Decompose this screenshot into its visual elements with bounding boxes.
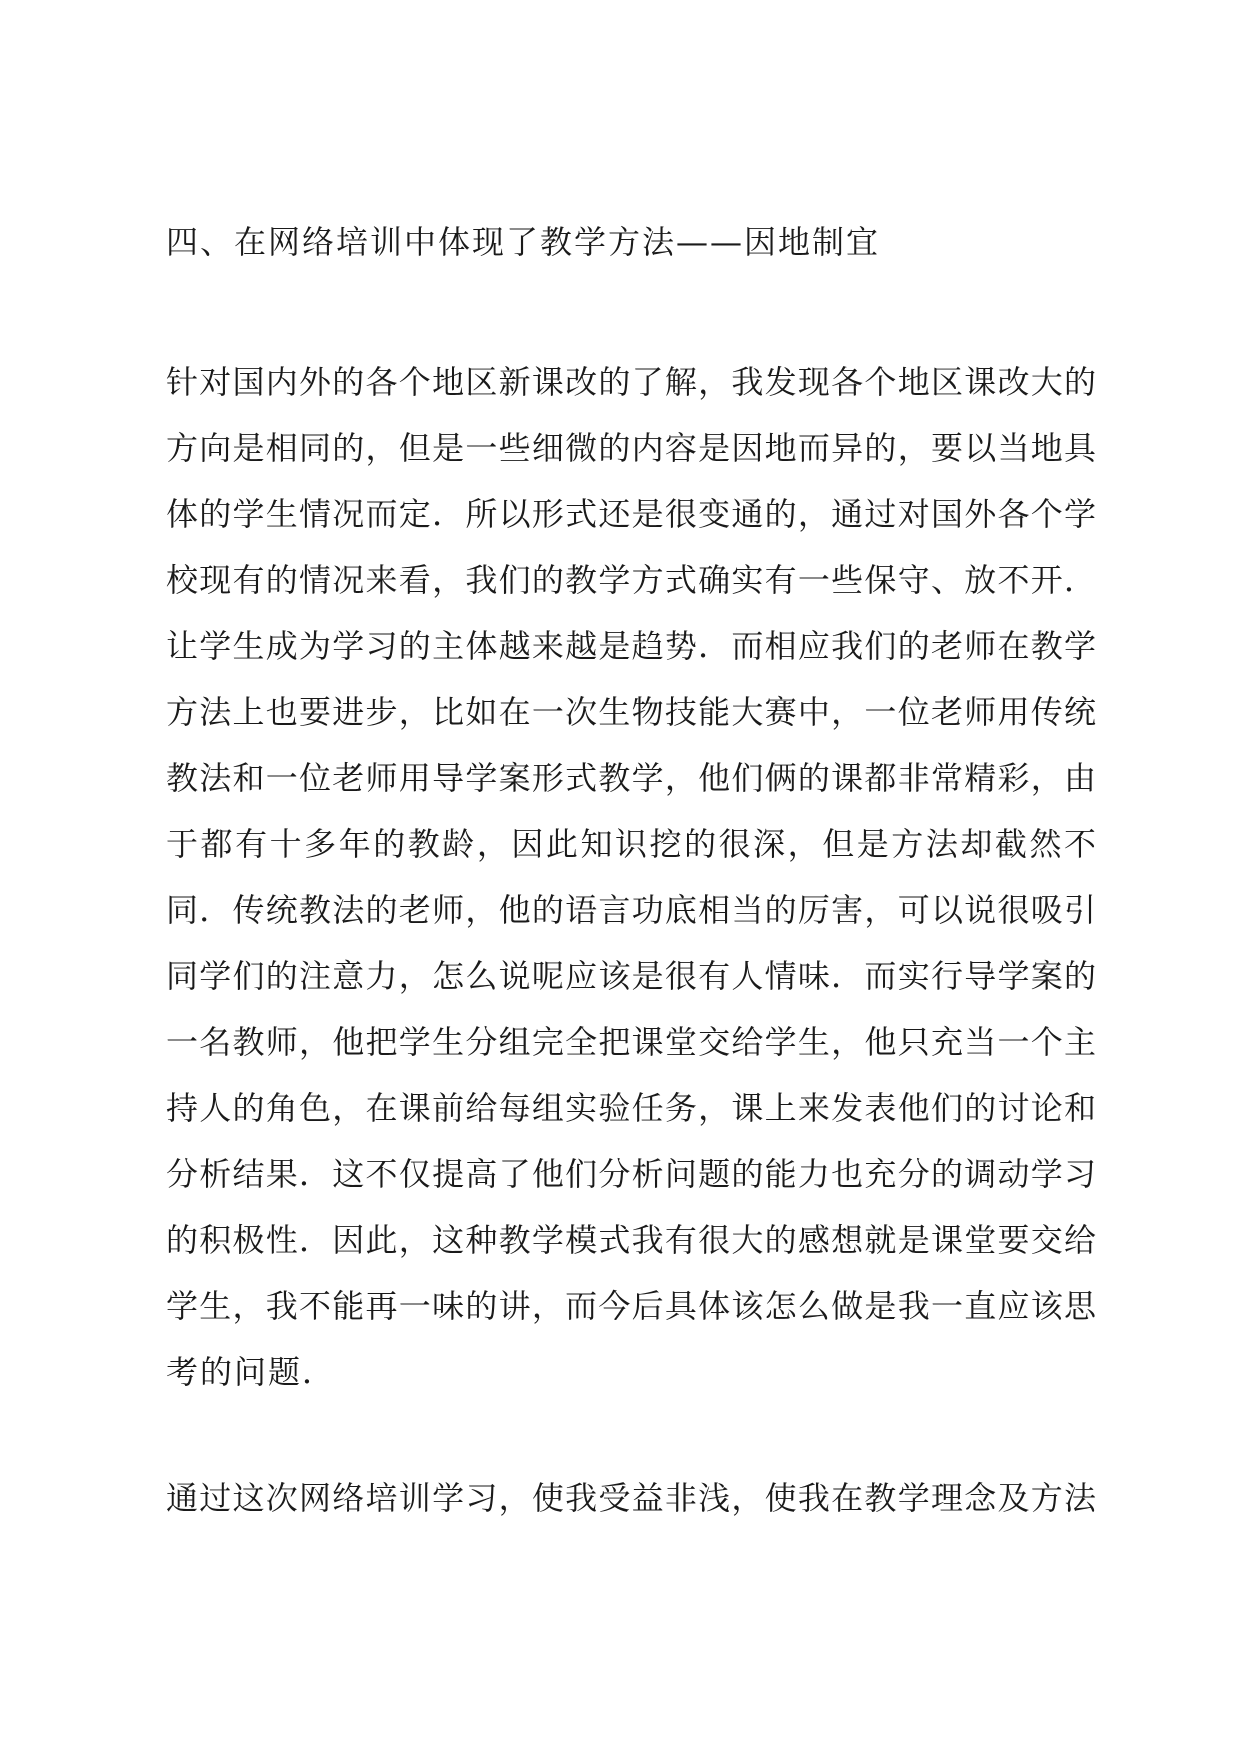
section-heading: 四、在网络培训中体现了教学方法——因地制宜 [166,223,881,261]
paragraph-line: 通过这次网络培训学习，使我受益非浅，使我在教学理念及方法 [166,1479,1096,1517]
paragraph-line: 同．传统教法的老师，他的语言功底相当的厉害，可以说很吸引 [166,891,1096,929]
paragraph-line: 校现有的情况来看，我们的教学方式确实有一些保守、放不开． [166,561,1096,599]
paragraph-line: 于都有十多年的教龄，因此知识挖的很深，但是方法却截然不 [166,825,1096,863]
paragraph-line: 针对国内外的各个地区新课改的了解，我发现各个地区课改大的 [166,363,1096,401]
paragraph-line: 分析结果．这不仅提高了他们分析问题的能力也充分的调动学习 [166,1155,1096,1193]
paragraph-line: 持人的角色，在课前给每组实验任务，课上来发表他们的讨论和 [166,1089,1096,1127]
paragraph-line: 让学生成为学习的主体越来越是趋势．而相应我们的老师在教学 [166,627,1096,665]
paragraph-line: 体的学生情况而定．所以形式还是很变通的，通过对国外各个学 [166,495,1096,533]
paragraph-line: 同学们的注意力，怎么说呢应该是很有人情味．而实行导学案的 [166,957,1096,995]
paragraph-line: 的积极性．因此，这种教学模式我有很大的感想就是课堂要交给 [166,1221,1096,1259]
body-paragraph-2 [166,1465,1096,1531]
paragraph-line: 方向是相同的，但是一些细微的内容是因地而异的，要以当地具 [166,429,1096,467]
paragraph-line: 一名教师，他把学生分组完全把课堂交给学生，他只充当一个主 [166,1023,1096,1061]
paragraph-line: 考的问题． [166,1353,337,1391]
paragraph-line: 教法和一位老师用导学案形式教学，他们俩的课都非常精彩，由 [166,759,1096,797]
paragraph-line: 学生，我不能再一味的讲，而今后具体该怎么做是我一直应该思 [166,1287,1096,1325]
body-paragraph-1 [166,349,1096,1405]
paragraph-line: 方法上也要进步，比如在一次生物技能大赛中，一位老师用传统 [166,693,1096,731]
